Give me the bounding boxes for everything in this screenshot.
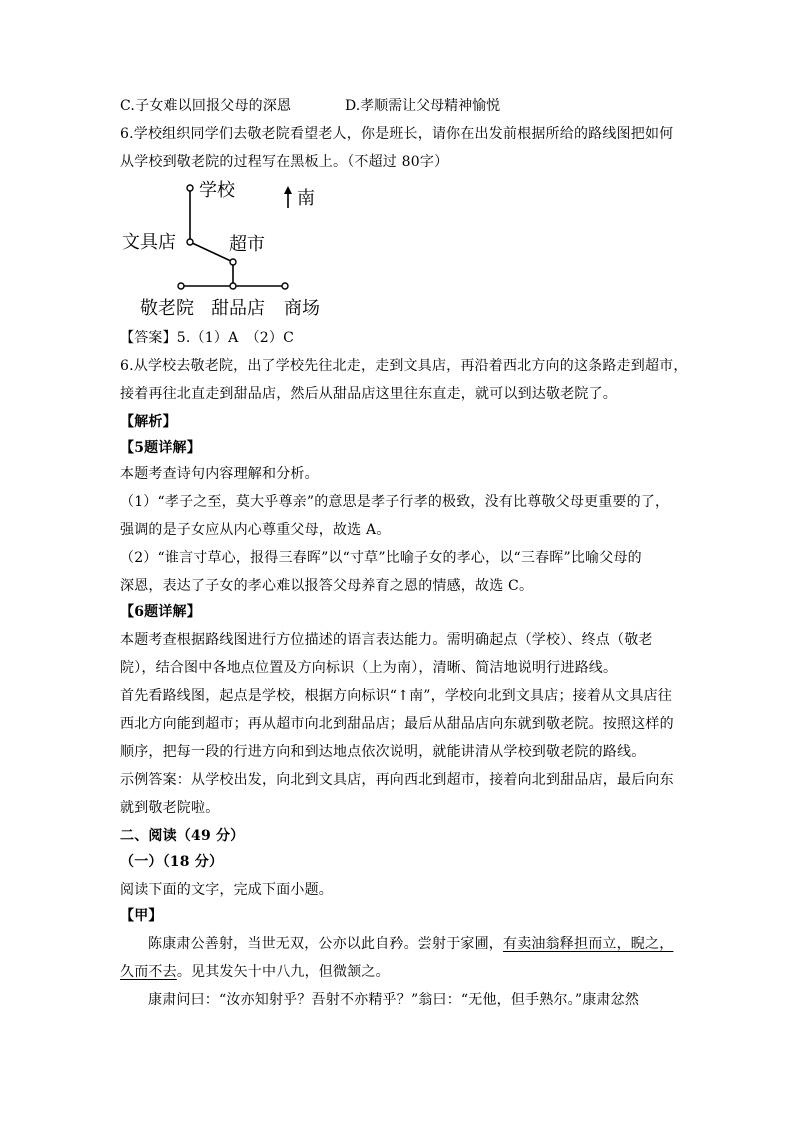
passage-text: 陈康肃公善射，当世无双，公亦以此自矜。尝射于家圃， bbox=[148, 936, 503, 952]
option-c: C.子女难以回报父母的深恩 bbox=[120, 98, 292, 114]
question-6-line-2: 从学校到敬老院的过程写在黑板上。（不超过 80字） bbox=[120, 154, 449, 170]
q5-p2-line-1: （2）“谁言寸草心，报得三春晖”以“寸草”比喻子女的孝心，以“三春晖”比喻父母的 bbox=[120, 550, 642, 566]
q6-analysis-line-3: 首先看路线图，起点是学校，根据方向标识“↑南”，学校向北到文具店；接着从文具店往 bbox=[120, 688, 673, 704]
q5-intro: 本题考查诗句内容理解和分析。 bbox=[120, 466, 319, 482]
label-south: 南 bbox=[297, 188, 315, 209]
reading-instruction: 阅读下面的文字，完成下面小题。 bbox=[120, 882, 333, 898]
q6-analysis-line-1: 本题考查根据路线图进行方位描述的语言表达能力。需明确起点（学校）、终点（敬老 bbox=[120, 632, 653, 648]
answer-6-line-1: 6.从学校去敬老院，出了学校先往北走，走到文具店，再沿着西北方向的这条路走到超市， bbox=[120, 358, 688, 374]
nursing-home-node bbox=[178, 283, 184, 289]
answer-header: 【答案】5.（1）A （2）C bbox=[120, 330, 294, 346]
label-nursing-home: 敬老院 bbox=[140, 298, 194, 319]
reading-part-1-title: （一）（18 分） bbox=[120, 854, 224, 870]
supermarket-node bbox=[230, 259, 236, 265]
option-d: D.孝顺需让父母精神愉悦 bbox=[345, 98, 501, 114]
label-school: 学校 bbox=[199, 180, 235, 201]
question-6-line-1: 6.学校组织同学们去敬老院看望老人，你是班长，请你在出发前根据所给的路线图把如何 bbox=[120, 126, 674, 142]
q6-analysis-line-5: 顺序，把每一段的行进方向和到达地点依次说明，就能讲清从学校到敬老院的路线。 bbox=[120, 744, 646, 760]
dessert-node bbox=[230, 283, 236, 289]
label-mall: 商场 bbox=[284, 298, 320, 319]
reading-section-title: 二、阅读（49 分） bbox=[120, 828, 245, 844]
q6-analysis-line-7: 就到敬老院啦。 bbox=[120, 800, 220, 816]
passage-paragraph-1-line-2 bbox=[120, 962, 390, 982]
q6-detail-header: 【6题详解】 bbox=[120, 604, 201, 620]
underlined-passage-text: 有卖油翁释担而立，睨之， bbox=[503, 936, 674, 952]
q6-analysis-line-4: 西北方向能到超市；再从超市向北到甜品店；最后从甜品店向东就到敬老院。按照这样的 bbox=[120, 716, 674, 732]
analysis-header: 【解析】 bbox=[120, 414, 177, 430]
underlined-passage-text: 久而不去 bbox=[120, 964, 177, 980]
school-node bbox=[187, 185, 193, 191]
route-map bbox=[0, 0, 794, 330]
q5-p1-line-1: （1）“孝子之至，莫大乎尊亲”的意思是孝子行孝的极致，没有比尊敬父母更重要的了， bbox=[120, 494, 670, 510]
answer-6-line-2: 接着再往北直走到甜品店，然后从甜品店这里往东直走，就可以到达敬老院了。 bbox=[120, 386, 617, 402]
q6-analysis-line-2: 院），结合图中各地点位置及方向标识（上为南），清晰、简洁地说明行进路线。 bbox=[120, 660, 618, 676]
passage-jia-label: 【甲】 bbox=[120, 908, 163, 924]
passage-paragraph-1-line-1 bbox=[148, 934, 673, 954]
q6-analysis-line-6: 示例答案：从学校出发，向北到文具店，再向西北到超市，接着向北到甜品店，最后向东 bbox=[120, 772, 674, 788]
q5-detail-header: 【5题详解】 bbox=[120, 440, 201, 456]
label-dessert: 甜品店 bbox=[211, 298, 265, 319]
south-arrow-icon bbox=[284, 186, 292, 194]
mall-node bbox=[282, 283, 288, 289]
q5-p1-line-2: 强调的是子女应从内心尊重父母，故选 A。 bbox=[120, 522, 391, 538]
passage-paragraph-2-line-1: 康肃问曰：“汝亦知射乎？吾射不亦精乎？”翁曰：“无他，但手熟尔。”康肃忿然 bbox=[148, 992, 640, 1008]
stationery-node bbox=[187, 239, 193, 245]
label-supermarket: 超市 bbox=[229, 234, 265, 255]
label-stationery: 文具店 bbox=[122, 232, 176, 253]
passage-text: 。见其发矢十中八九，但微颔之。 bbox=[176, 964, 390, 980]
q5-p2-line-2: 深恩，表达了子女的孝心难以报答父母养育之恩的情感，故选 C。 bbox=[120, 578, 534, 594]
